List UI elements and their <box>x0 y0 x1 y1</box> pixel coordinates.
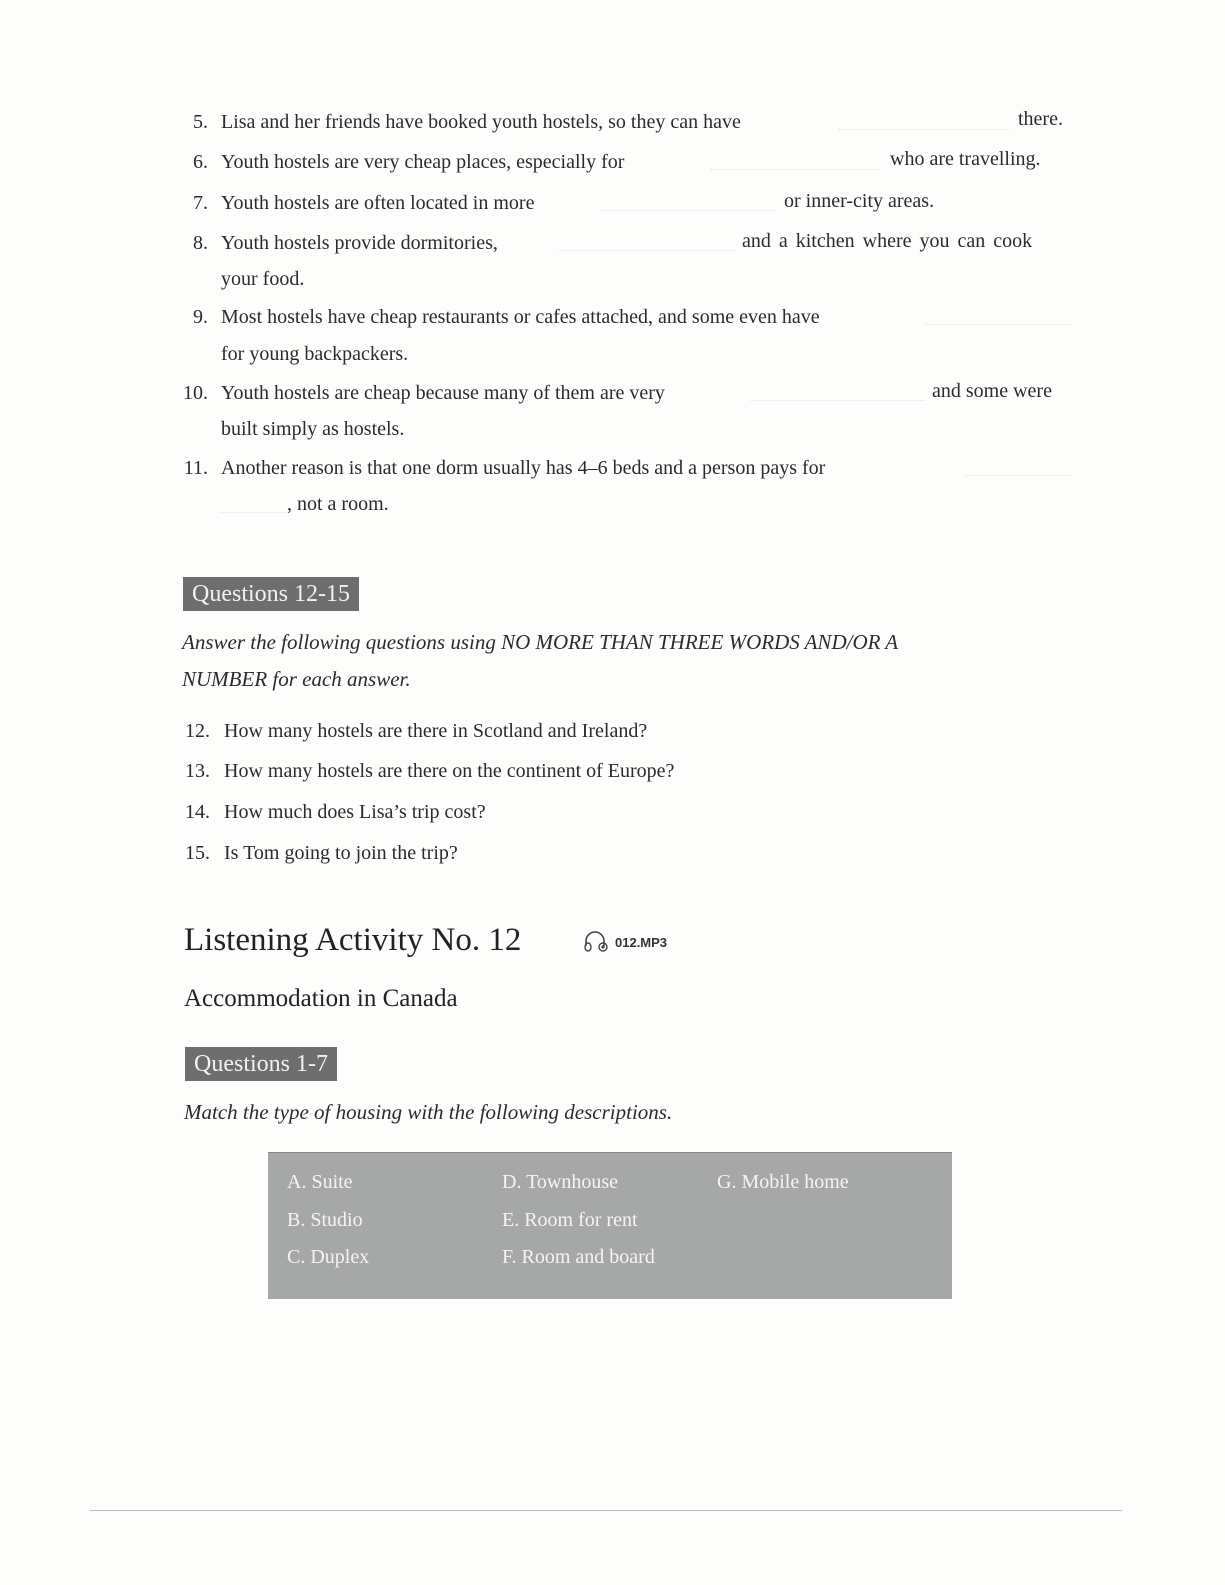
answer-blank[interactable] <box>558 249 735 251</box>
item-text-cont: , not a room. <box>287 493 389 515</box>
audio-reference[interactable] <box>583 930 667 954</box>
option-c: C. Duplex <box>287 1246 370 1268</box>
item-number: 10. <box>183 382 208 404</box>
activity-subtitle: Accommodation in Canada <box>184 985 458 1012</box>
item-text-end: or inner-city areas. <box>784 190 935 212</box>
option-f: F. Room and board <box>502 1246 655 1268</box>
question-number: 14. <box>185 801 210 823</box>
item-number: 8. <box>193 232 208 254</box>
item-text: Most hostels have cheap restaurants or cafes attached, and some even have <box>221 306 820 328</box>
options-box <box>268 1152 952 1299</box>
question-text: How many hostels are there in Scotland and Ireland? <box>224 720 648 742</box>
item-text: Youth hostels are cheap because many of them are very <box>221 382 665 404</box>
option-b: B. Studio <box>287 1209 363 1231</box>
answer-blank-cont[interactable] <box>220 511 285 513</box>
item-text-cont: built simply as hostels. <box>221 418 405 440</box>
headphones-icon <box>583 930 609 954</box>
item-text-end: and some were <box>932 380 1052 402</box>
item-text: Youth hostels are often located in more <box>221 192 535 214</box>
instruction: Answer the following questions using NO MORE THAN THREE WORDS AND/OR A <box>182 630 899 654</box>
question-number: 12. <box>185 720 210 742</box>
item-number: 6. <box>193 151 208 173</box>
item-number: 7. <box>193 192 208 214</box>
footer-rule <box>90 1510 1122 1511</box>
instruction: Match the type of housing with the following descriptions. <box>184 1100 673 1124</box>
instruction-cont: NUMBER for each answer. <box>182 667 411 691</box>
option-a: A. Suite <box>287 1171 353 1193</box>
section-label: Questions 1-7 <box>185 1047 337 1081</box>
item-text: Youth hostels provide dormitories, <box>221 232 498 254</box>
answer-blank[interactable] <box>965 474 1072 476</box>
answer-blank[interactable] <box>750 399 925 401</box>
question-number: 15. <box>185 842 210 864</box>
item-text: Lisa and her friends have booked youth hostels, so they can have <box>221 111 741 133</box>
option-d: D. Townhouse <box>502 1171 619 1193</box>
item-number: 5. <box>193 111 208 133</box>
question-number: 13. <box>185 760 210 782</box>
audio-file-label: 012.MP3 <box>615 934 668 950</box>
question-text: How many hostels are there on the continent of Europe? <box>224 760 675 782</box>
answer-blank[interactable] <box>838 128 1010 130</box>
item-text: Youth hostels are very cheap places, especially for <box>221 151 625 173</box>
answer-blank[interactable] <box>600 209 775 211</box>
question-text: How much does Lisa’s trip cost? <box>224 801 486 823</box>
item-text-cont: for young backpackers. <box>221 343 409 365</box>
answer-blank[interactable] <box>925 323 1072 325</box>
activity-title: Listening Activity No. 12 <box>184 922 522 958</box>
answer-blank[interactable] <box>710 168 880 170</box>
item-number: 9. <box>193 306 208 328</box>
item-text-end: who are travelling. <box>890 148 1041 170</box>
question-text: Is Tom going to join the trip? <box>224 842 458 864</box>
item-text: Another reason is that one dorm usually has 4–6 beds and a person pays for <box>221 457 826 479</box>
section-label: Questions 12-15 <box>183 577 359 611</box>
option-e: E. Room for rent <box>502 1209 638 1231</box>
item-text-cont: your food. <box>221 268 305 290</box>
item-number: 11. <box>183 457 208 479</box>
option-g: G. Mobile home <box>717 1171 849 1193</box>
item-text-end: and a kitchen where you can cook <box>742 230 1033 252</box>
item-text-end: there. <box>1018 108 1063 130</box>
